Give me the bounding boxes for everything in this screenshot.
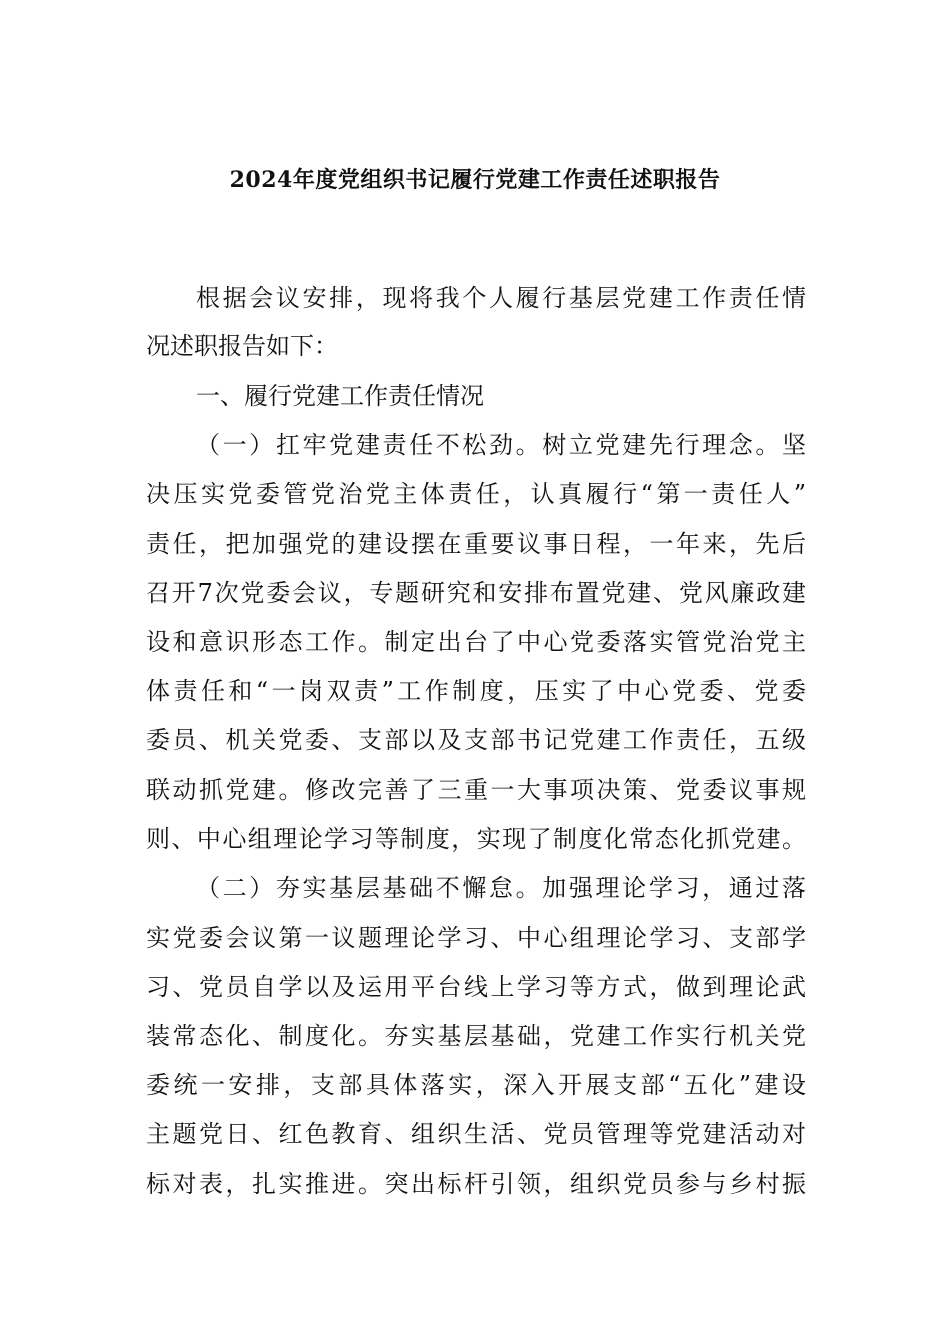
paragraph-line: （一）扛牢党建责任不松劲。树立党建先行理念。坚 xyxy=(196,431,806,459)
paragraph-line: 决压实党委管党治党主体责任，认真履行“第一责任人” xyxy=(146,480,806,508)
paragraph-line: 召开7次党委会议，专题研究和安排布置党建、党风廉政建 xyxy=(146,579,806,607)
paragraph-line: 体责任和“一岗双责”工作制度，压实了中心党委、党委 xyxy=(146,677,806,705)
section-heading: 一、履行党建工作责任情况 xyxy=(196,382,484,410)
paragraph-line: 设和意识形态工作。制定出台了中心党委落实管党治党主 xyxy=(146,628,806,656)
paragraph-line: 况述职报告如下： xyxy=(146,332,338,360)
paragraph-line: 委员、机关党委、支部以及支部书记党建工作责任，五级 xyxy=(146,726,806,754)
paragraph-line: 责任，把加强党的建设摆在重要议事日程，一年来，先后 xyxy=(146,530,806,558)
paragraph-line: 主题党日、红色教育、组织生活、党员管理等党建活动对 xyxy=(146,1120,806,1148)
paragraph-line: 习、党员自学以及运用平台线上学习等方式，做到理论武 xyxy=(146,973,806,1001)
paragraph-line: 联动抓党建。修改完善了三重一大事项决策、党委议事规 xyxy=(146,776,806,804)
paragraph-line: （二）夯实基层基础不懈怠。加强理论学习，通过落 xyxy=(196,874,806,902)
paragraph-line: 委统一安排，支部具体落实，深入开展支部“五化”建设 xyxy=(146,1071,806,1099)
paragraph-line: 则、中心组理论学习等制度，实现了制度化常态化抓党建。 xyxy=(146,825,806,853)
paragraph-line: 标对表，扎实推进。突出标杆引领，组织党员参与乡村振 xyxy=(146,1170,806,1198)
paragraph-line: 根据会议安排，现将我个人履行基层党建工作责任情 xyxy=(196,284,806,312)
paragraph-line: 实党委会议第一议题理论学习、中心组理论学习、支部学 xyxy=(146,924,806,952)
paragraph-line: 装常态化、制度化。夯实基层基础，党建工作实行机关党 xyxy=(146,1022,806,1050)
document-title: 2024年度党组织书记履行党建工作责任述职报告 xyxy=(229,167,721,193)
